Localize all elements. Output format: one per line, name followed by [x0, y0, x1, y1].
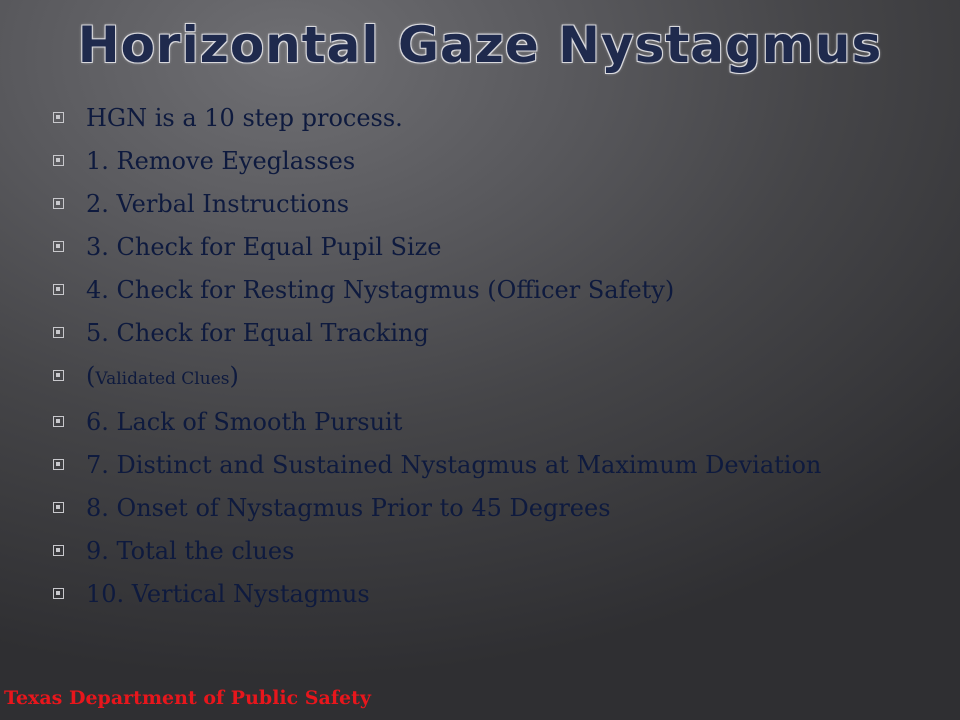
- footer-credit: Texas Department of Public Safety: [4, 687, 371, 709]
- square-bullet-icon: [53, 588, 64, 599]
- list-item-text: 4. Check for Resting Nystagmus (Officer Safety): [86, 276, 675, 304]
- list-item-text: 1. Remove Eyeglasses: [86, 147, 356, 175]
- list-item-text: 6. Lack of Smooth Pursuit: [86, 408, 403, 436]
- list-item: [53, 408, 933, 436]
- list-item: [53, 580, 933, 608]
- list-item-text: 7. Distinct and Sustained Nystagmus at Maximum Deviation: [86, 451, 822, 479]
- list-item: [53, 451, 933, 479]
- list-item: [53, 233, 933, 261]
- validated-clues-label: Validated Clues: [95, 369, 230, 389]
- list-item: [53, 190, 933, 218]
- list-item-text: 9. Total the clues: [86, 537, 295, 565]
- paren-open: (: [86, 362, 96, 390]
- square-bullet-icon: [53, 327, 64, 338]
- list-item-text: HGN is a 10 step process.: [86, 104, 403, 132]
- list-item: [53, 362, 933, 393]
- square-bullet-icon: [53, 112, 64, 123]
- list-item: [53, 276, 933, 304]
- square-bullet-icon: [53, 155, 64, 166]
- list-item: [53, 104, 933, 132]
- square-bullet-icon: [53, 370, 64, 381]
- list-item: [53, 537, 933, 565]
- list-item-text: 10. Vertical Nystagmus: [86, 580, 370, 608]
- square-bullet-icon: [53, 241, 64, 252]
- paren-close: ): [229, 362, 239, 390]
- square-bullet-icon: [53, 416, 64, 427]
- square-bullet-icon: [53, 545, 64, 556]
- slide-title: Horizontal Gaze Nystagmus: [77, 16, 883, 74]
- square-bullet-icon: [53, 198, 64, 209]
- bullet-list: [53, 104, 933, 623]
- list-item-text: 2. Verbal Instructions: [86, 190, 350, 218]
- list-item-text: 5. Check for Equal Tracking: [86, 319, 429, 347]
- list-item-text: 8. Onset of Nystagmus Prior to 45 Degrees: [86, 494, 611, 522]
- list-item: [53, 494, 933, 522]
- list-item: [53, 319, 933, 347]
- square-bullet-icon: [53, 502, 64, 513]
- list-item-text: 3. Check for Equal Pupil Size: [86, 233, 442, 261]
- square-bullet-icon: [53, 284, 64, 295]
- list-item: [53, 147, 933, 175]
- square-bullet-icon: [53, 459, 64, 470]
